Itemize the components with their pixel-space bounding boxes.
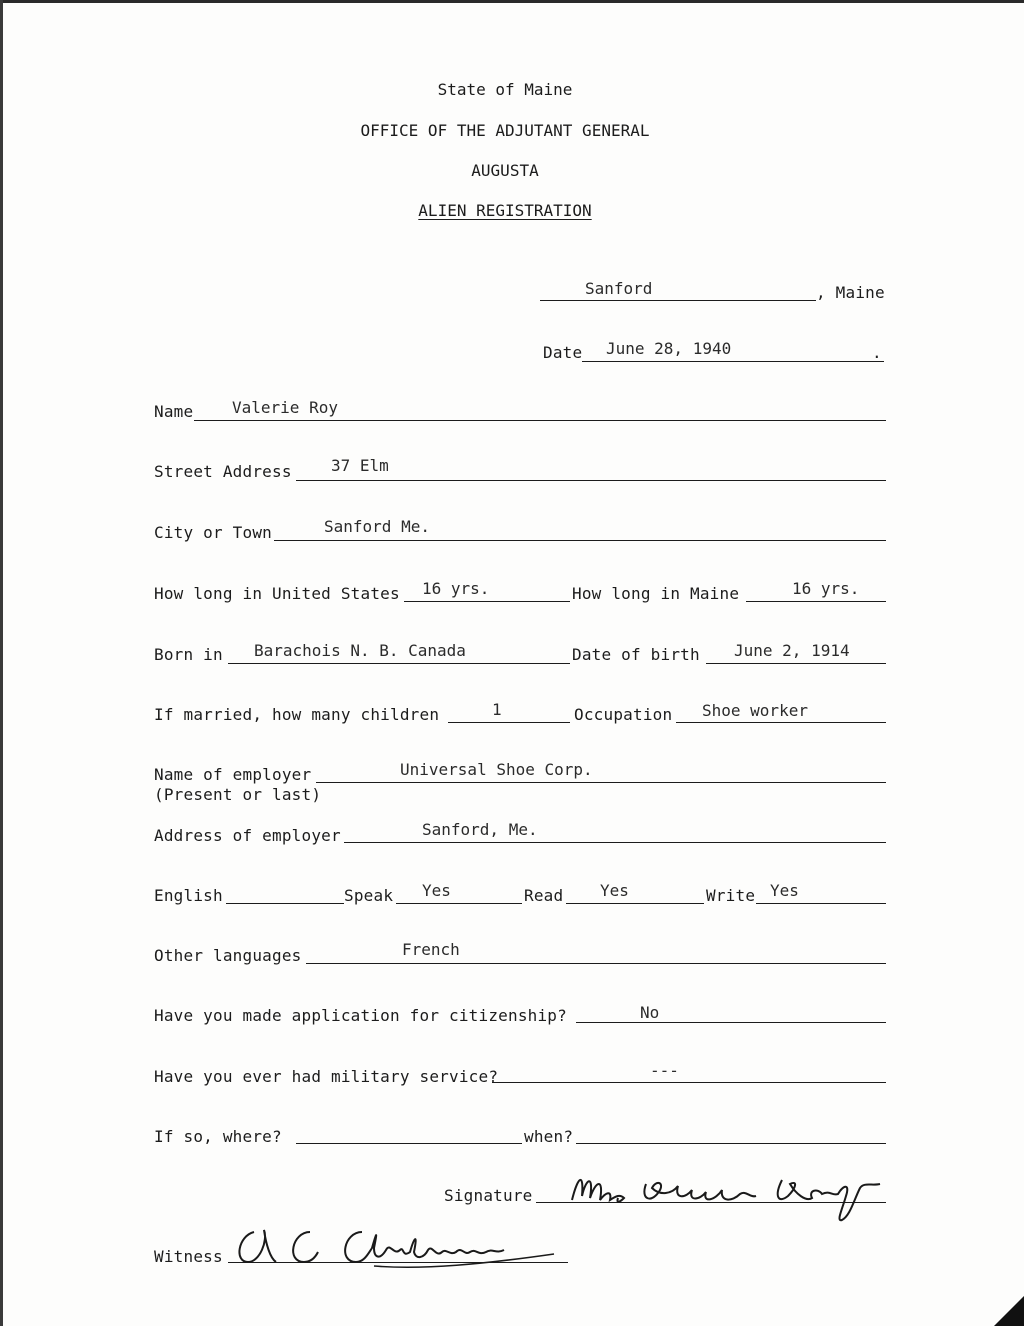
scan-corner-fold [994,1296,1024,1326]
occupation-line [676,722,886,723]
city-value: Sanford Me. [324,517,430,536]
header-office: OFFICE OF THE ADJUTANT GENERAL [360,121,650,140]
employer-label: Name of employer [154,765,312,784]
born-in-value: Barachois N. B. Canada [254,641,466,660]
citizenship-label: Have you made application for citizenship? [154,1006,567,1025]
employer-address-label: Address of employer [154,826,341,845]
where-line [296,1143,522,1144]
city-line [274,540,886,541]
employer-value: Universal Shoe Corp. [400,760,593,779]
date-line [582,361,884,362]
write-value: Yes [770,881,799,900]
us-duration-value: 16 yrs. [422,579,490,598]
military-line [492,1082,886,1083]
name-line [194,420,886,421]
name-value: Valerie Roy [232,398,338,417]
children-line [448,722,570,723]
born-in-line [228,663,570,664]
town-value: Sanford [585,279,653,298]
write-line [756,903,886,904]
signature-handwriting [560,1160,890,1232]
street-value: 37 Elm [331,456,389,475]
occupation-label: Occupation [574,705,673,724]
maine-duration-label: How long in Maine [572,584,740,603]
other-languages-line [306,963,886,964]
dob-label: Date of birth [572,645,700,664]
date-label: Date [543,343,583,362]
citizenship-value: No [640,1003,660,1022]
when-line [576,1143,886,1144]
english-label: English [154,886,223,905]
military-label: Have you ever had military service? [154,1067,499,1086]
read-line [566,903,704,904]
born-in-label: Born in [154,645,223,664]
date-value: June 28, 1940 [606,339,732,358]
dob-value: June 2, 1914 [734,641,850,660]
citizenship-line [576,1022,886,1023]
when-label: when? [524,1127,574,1146]
witness-handwriting [224,1218,570,1274]
us-duration-line [404,601,570,602]
employer-line [316,782,886,783]
city-label: City or Town [154,523,272,542]
state-label: , Maine [816,283,885,302]
us-duration-label: How long in United States [154,584,400,603]
other-languages-label: Other languages [154,946,302,965]
children-label: If married, how many children [154,705,440,724]
header-city: AUGUSTA [471,161,539,180]
military-value: --- [650,1061,679,1080]
english-line [226,903,344,904]
street-label: Street Address [154,462,292,481]
street-line [296,480,886,481]
date-end-mark: . [872,343,882,362]
write-label: Write [706,886,756,905]
scan-edge-top [0,0,1024,3]
employer-address-value: Sanford, Me. [422,820,538,839]
witness-label: Witness [154,1247,223,1266]
header-state: State of Maine [437,80,573,99]
maine-duration-line [746,601,886,602]
scan-edge-left [0,0,3,1326]
form-title: ALIEN REGISTRATION [418,201,592,220]
employer-sublabel: (Present or last) [154,785,322,804]
employer-address-line [344,842,886,843]
other-languages-value: French [402,940,460,959]
signature-label: Signature [444,1186,533,1205]
children-value: 1 [492,700,502,719]
read-value: Yes [600,881,629,900]
speak-line [396,903,522,904]
dob-line [706,663,886,664]
town-line [540,300,816,301]
where-label: If so, where? [154,1127,282,1146]
maine-duration-value: 16 yrs. [792,579,860,598]
speak-value: Yes [422,881,451,900]
read-label: Read [524,886,564,905]
occupation-value: Shoe worker [702,701,808,720]
speak-label: Speak [344,886,394,905]
name-label: Name [154,402,194,421]
